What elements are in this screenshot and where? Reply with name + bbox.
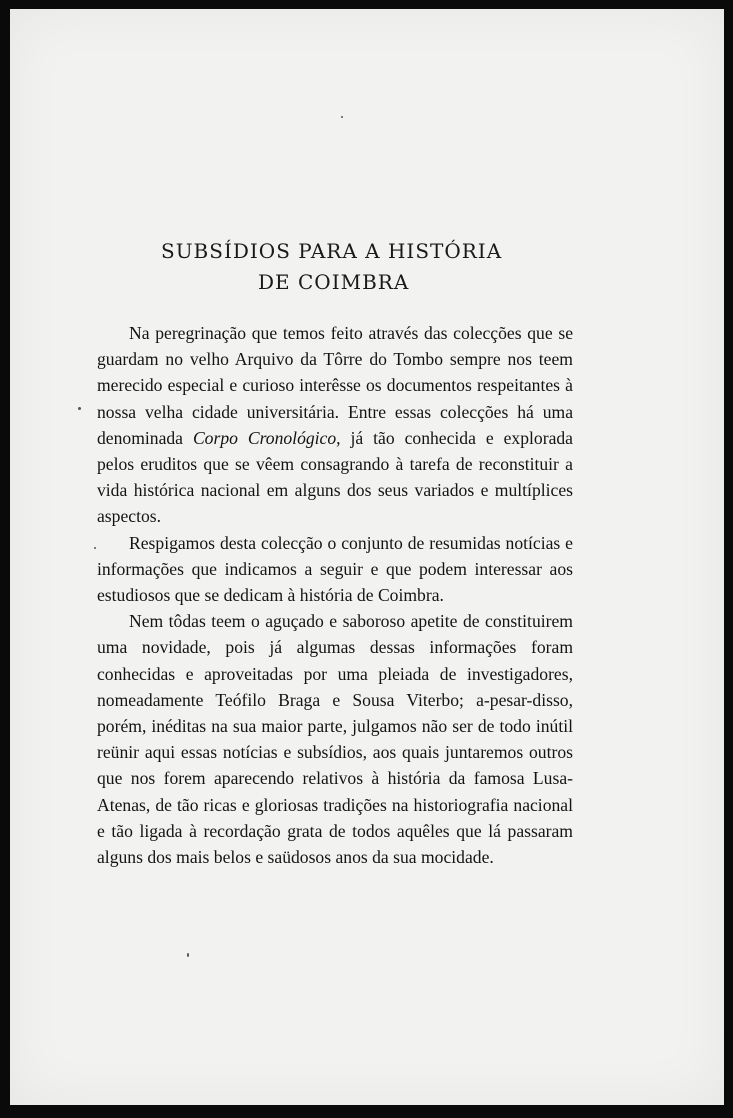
paragraph-1-text-b: já tão conhecida e explorada pelos eruditos que se vêem consagrando à tarefa de reconstituir a vida histórica nacional em alguns dos seus variados e multíplices aspectos. <box>97 427 573 527</box>
paragraph-2: Respigamos desta colecção o conjunto de resumidas notícias e informações que indicamos a seguir e que podem interessar aos estudiosos que se dedicam à história de Coimbra. <box>97 532 573 606</box>
page-sheet <box>10 9 724 1105</box>
dust-speck <box>341 116 343 118</box>
paragraph-1-italic-title: Corpo Cronológico, <box>192 427 341 448</box>
dust-speck <box>187 953 189 957</box>
paragraph-1 <box>97 320 573 530</box>
dust-speck <box>78 407 81 410</box>
paragraph-1-text-a: Na peregrinação que temos feito através das colecções que se guardam no velho Arquivo da Tôrre do Tombo sempre nos teem merecido especial e curioso interêsse os documentos respeitantes à nossa velha cidade universitária. Entre essas colecções há uma denominada <box>97 323 573 448</box>
title-line-2: DE COIMBRA <box>258 270 410 294</box>
dust-speck <box>94 547 96 549</box>
paragraph-3: Nem tôdas teem o aguçado e saboroso apetite de constituirem uma novidade, pois já algumas dessas informações foram conhecidas e aproveitadas por uma pleiada de investigadores, nomeadamente Teófilo Braga e Sousa Viterbo; a-pesar-disso, porém, inéditas na sua maior parte, julgamos não ser de todo inútil reünir aqui essas notícias e subsídios, aos quais juntaremos outros que nos forem aparecendo relativos à história da famosa Lusa-Atenas, de tão ricas e gloriosas tradições na historiografia nacional e tão ligada à recordação grata de todos aquêles que lá passaram alguns dos mais belos e saüdosos anos da sua mocidade. <box>97 611 573 868</box>
body-text <box>97 320 573 870</box>
title-line-1: SUBSÍDIOS PARA A HISTÓRIA <box>161 239 503 263</box>
